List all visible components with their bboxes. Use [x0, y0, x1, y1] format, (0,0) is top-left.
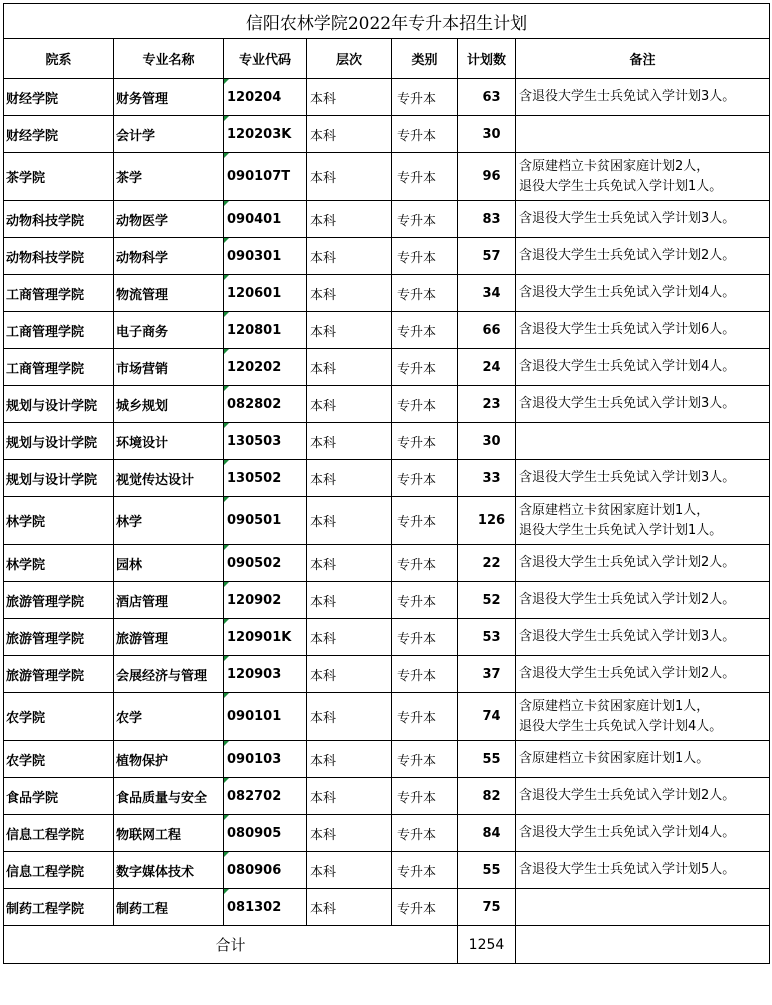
cell-level: 本科 — [307, 349, 392, 386]
table-row — [4, 852, 770, 889]
cell-level: 本科 — [307, 656, 392, 693]
cell-note: 含原建档立卡贫困家庭计划2人， 退役大学生士兵免试入学计划1人。 — [516, 153, 770, 201]
cell-code: 120202 — [224, 349, 307, 386]
cell-code: 082702 — [224, 778, 307, 815]
cell-dept: 食品学院 — [4, 778, 114, 815]
cell-note: 含退役大学生士兵免试入学计划4人。 — [516, 815, 770, 852]
table-row — [4, 545, 770, 582]
cell-count: 30 — [458, 423, 516, 460]
cell-dept: 动物科技学院 — [4, 238, 114, 275]
table-row — [4, 386, 770, 423]
cell-count: 96 — [458, 153, 516, 201]
header-major: 专业名称 — [114, 39, 224, 79]
table-row — [4, 741, 770, 778]
cell-count: 75 — [458, 889, 516, 926]
table-row — [4, 312, 770, 349]
cell-type: 专升本 — [392, 778, 458, 815]
cell-code: 120203K — [224, 116, 307, 153]
cell-note: 含退役大学生士兵免试入学计划2人。 — [516, 656, 770, 693]
cell-major: 植物保护 — [114, 741, 224, 778]
cell-type: 专升本 — [392, 312, 458, 349]
cell-level: 本科 — [307, 545, 392, 582]
cell-level: 本科 — [307, 778, 392, 815]
cell-count: 24 — [458, 349, 516, 386]
cell-note: 含原建档立卡贫困家庭计划1人， 退役大学生士兵免试入学计划4人。 — [516, 693, 770, 741]
cell-note: 含退役大学生士兵免试入学计划2人。 — [516, 582, 770, 619]
cell-type: 专升本 — [392, 497, 458, 545]
cell-dept: 财经学院 — [4, 79, 114, 116]
cell-type: 专升本 — [392, 201, 458, 238]
cell-count: 82 — [458, 778, 516, 815]
cell-dept: 规划与设计学院 — [4, 423, 114, 460]
cell-dept: 旅游管理学院 — [4, 656, 114, 693]
table-row — [4, 275, 770, 312]
cell-note — [516, 116, 770, 153]
cell-dept: 信息工程学院 — [4, 815, 114, 852]
table-row — [4, 656, 770, 693]
cell-dept: 工商管理学院 — [4, 275, 114, 312]
cell-level: 本科 — [307, 693, 392, 741]
cell-level: 本科 — [307, 582, 392, 619]
cell-count: 52 — [458, 582, 516, 619]
cell-level: 本科 — [307, 619, 392, 656]
cell-major: 动物科学 — [114, 238, 224, 275]
cell-major: 园林 — [114, 545, 224, 582]
total-value: 1254 — [458, 926, 516, 964]
cell-note: 含退役大学生士兵免试入学计划6人。 — [516, 312, 770, 349]
cell-level: 本科 — [307, 153, 392, 201]
cell-code: 090502 — [224, 545, 307, 582]
cell-type: 专升本 — [392, 545, 458, 582]
header-type: 类别 — [392, 39, 458, 79]
cell-code: 120801 — [224, 312, 307, 349]
header-note: 备注 — [516, 39, 770, 79]
cell-major: 视觉传达设计 — [114, 460, 224, 497]
cell-level: 本科 — [307, 815, 392, 852]
cell-dept: 茶学院 — [4, 153, 114, 201]
cell-dept: 旅游管理学院 — [4, 582, 114, 619]
table-row — [4, 497, 770, 545]
cell-level: 本科 — [307, 423, 392, 460]
cell-code: 120902 — [224, 582, 307, 619]
cell-type: 专升本 — [392, 386, 458, 423]
cell-dept: 信息工程学院 — [4, 852, 114, 889]
cell-count: 55 — [458, 741, 516, 778]
cell-count: 30 — [458, 116, 516, 153]
cell-type: 专升本 — [392, 889, 458, 926]
cell-code: 090107T — [224, 153, 307, 201]
table-row — [4, 582, 770, 619]
total-note — [516, 926, 770, 964]
cell-type: 专升本 — [392, 349, 458, 386]
total-row — [4, 926, 770, 964]
cell-major: 环境设计 — [114, 423, 224, 460]
cell-note: 含退役大学生士兵免试入学计划2人。 — [516, 778, 770, 815]
cell-code: 080906 — [224, 852, 307, 889]
header-row — [4, 39, 770, 79]
cell-type: 专升本 — [392, 656, 458, 693]
cell-note: 含退役大学生士兵免试入学计划3人。 — [516, 201, 770, 238]
cell-count: 22 — [458, 545, 516, 582]
cell-count: 33 — [458, 460, 516, 497]
cell-count: 55 — [458, 852, 516, 889]
cell-note: 含退役大学生士兵免试入学计划2人。 — [516, 238, 770, 275]
cell-count: 126 — [458, 497, 516, 545]
cell-count: 37 — [458, 656, 516, 693]
cell-major: 财务管理 — [114, 79, 224, 116]
cell-level: 本科 — [307, 238, 392, 275]
table-row — [4, 238, 770, 275]
cell-code: 120903 — [224, 656, 307, 693]
cell-dept: 制药工程学院 — [4, 889, 114, 926]
cell-major: 会展经济与管理 — [114, 656, 224, 693]
cell-type: 专升本 — [392, 741, 458, 778]
table-title: 信阳农林学院2022年专升本招生计划 — [4, 4, 770, 39]
table-row — [4, 693, 770, 741]
cell-count: 83 — [458, 201, 516, 238]
cell-code: 082802 — [224, 386, 307, 423]
cell-type: 专升本 — [392, 423, 458, 460]
cell-code: 081302 — [224, 889, 307, 926]
table-row — [4, 201, 770, 238]
cell-code: 080905 — [224, 815, 307, 852]
cell-level: 本科 — [307, 201, 392, 238]
cell-major: 林学 — [114, 497, 224, 545]
cell-note: 含退役大学生士兵免试入学计划2人。 — [516, 545, 770, 582]
cell-type: 专升本 — [392, 619, 458, 656]
cell-level: 本科 — [307, 312, 392, 349]
cell-level: 本科 — [307, 386, 392, 423]
cell-dept: 规划与设计学院 — [4, 386, 114, 423]
cell-type: 专升本 — [392, 238, 458, 275]
enrollment-plan-table — [3, 3, 770, 964]
cell-count: 34 — [458, 275, 516, 312]
cell-count: 57 — [458, 238, 516, 275]
cell-code: 090101 — [224, 693, 307, 741]
cell-dept: 农学院 — [4, 693, 114, 741]
cell-level: 本科 — [307, 741, 392, 778]
cell-type: 专升本 — [392, 116, 458, 153]
cell-note: 含退役大学生士兵免试入学计划5人。 — [516, 852, 770, 889]
cell-dept: 工商管理学院 — [4, 312, 114, 349]
cell-code: 120901K — [224, 619, 307, 656]
cell-type: 专升本 — [392, 153, 458, 201]
cell-code: 090501 — [224, 497, 307, 545]
table-row — [4, 619, 770, 656]
cell-major: 城乡规划 — [114, 386, 224, 423]
cell-note — [516, 889, 770, 926]
cell-note: 含退役大学生士兵免试入学计划4人。 — [516, 275, 770, 312]
cell-type: 专升本 — [392, 852, 458, 889]
cell-code: 090103 — [224, 741, 307, 778]
cell-note: 含原建档立卡贫困家庭计划1人， 退役大学生士兵免试入学计划1人。 — [516, 497, 770, 545]
header-level: 层次 — [307, 39, 392, 79]
cell-code: 120601 — [224, 275, 307, 312]
cell-dept: 工商管理学院 — [4, 349, 114, 386]
table-row — [4, 423, 770, 460]
cell-level: 本科 — [307, 497, 392, 545]
cell-type: 专升本 — [392, 693, 458, 741]
cell-count: 63 — [458, 79, 516, 116]
cell-level: 本科 — [307, 275, 392, 312]
cell-major: 茶学 — [114, 153, 224, 201]
cell-code: 120204 — [224, 79, 307, 116]
table-row — [4, 815, 770, 852]
cell-dept: 旅游管理学院 — [4, 619, 114, 656]
cell-major: 旅游管理 — [114, 619, 224, 656]
cell-major: 物联网工程 — [114, 815, 224, 852]
cell-major: 动物医学 — [114, 201, 224, 238]
table-row — [4, 116, 770, 153]
cell-level: 本科 — [307, 852, 392, 889]
cell-major: 电子商务 — [114, 312, 224, 349]
cell-major: 制药工程 — [114, 889, 224, 926]
cell-note: 含退役大学生士兵免试入学计划3人。 — [516, 79, 770, 116]
cell-note: 含退役大学生士兵免试入学计划3人。 — [516, 460, 770, 497]
cell-major: 酒店管理 — [114, 582, 224, 619]
cell-note: 含退役大学生士兵免试入学计划4人。 — [516, 349, 770, 386]
total-label: 合计 — [4, 926, 458, 964]
cell-note: 含原建档立卡贫困家庭计划1人。 — [516, 741, 770, 778]
table-row — [4, 153, 770, 201]
cell-type: 专升本 — [392, 460, 458, 497]
cell-level: 本科 — [307, 116, 392, 153]
cell-type: 专升本 — [392, 582, 458, 619]
table-row — [4, 778, 770, 815]
header-dept: 院系 — [4, 39, 114, 79]
cell-level: 本科 — [307, 79, 392, 116]
cell-count: 66 — [458, 312, 516, 349]
table-row — [4, 889, 770, 926]
cell-dept: 财经学院 — [4, 116, 114, 153]
table-row — [4, 79, 770, 116]
cell-type: 专升本 — [392, 79, 458, 116]
cell-level: 本科 — [307, 460, 392, 497]
cell-count: 53 — [458, 619, 516, 656]
cell-major: 数字媒体技术 — [114, 852, 224, 889]
table-row — [4, 349, 770, 386]
cell-code: 130502 — [224, 460, 307, 497]
cell-level: 本科 — [307, 889, 392, 926]
cell-dept: 动物科技学院 — [4, 201, 114, 238]
table-row — [4, 460, 770, 497]
cell-count: 74 — [458, 693, 516, 741]
cell-count: 84 — [458, 815, 516, 852]
cell-dept: 规划与设计学院 — [4, 460, 114, 497]
cell-major: 食品质量与安全 — [114, 778, 224, 815]
cell-note: 含退役大学生士兵免试入学计划3人。 — [516, 386, 770, 423]
header-code: 专业代码 — [224, 39, 307, 79]
cell-type: 专升本 — [392, 275, 458, 312]
cell-note — [516, 423, 770, 460]
cell-major: 物流管理 — [114, 275, 224, 312]
cell-major: 农学 — [114, 693, 224, 741]
cell-dept: 农学院 — [4, 741, 114, 778]
cell-count: 23 — [458, 386, 516, 423]
cell-code: 130503 — [224, 423, 307, 460]
cell-code: 090401 — [224, 201, 307, 238]
cell-code: 090301 — [224, 238, 307, 275]
header-count: 计划数 — [458, 39, 516, 79]
cell-note: 含退役大学生士兵免试入学计划3人。 — [516, 619, 770, 656]
cell-major: 会计学 — [114, 116, 224, 153]
cell-dept: 林学院 — [4, 545, 114, 582]
cell-type: 专升本 — [392, 815, 458, 852]
cell-major: 市场营销 — [114, 349, 224, 386]
cell-dept: 林学院 — [4, 497, 114, 545]
